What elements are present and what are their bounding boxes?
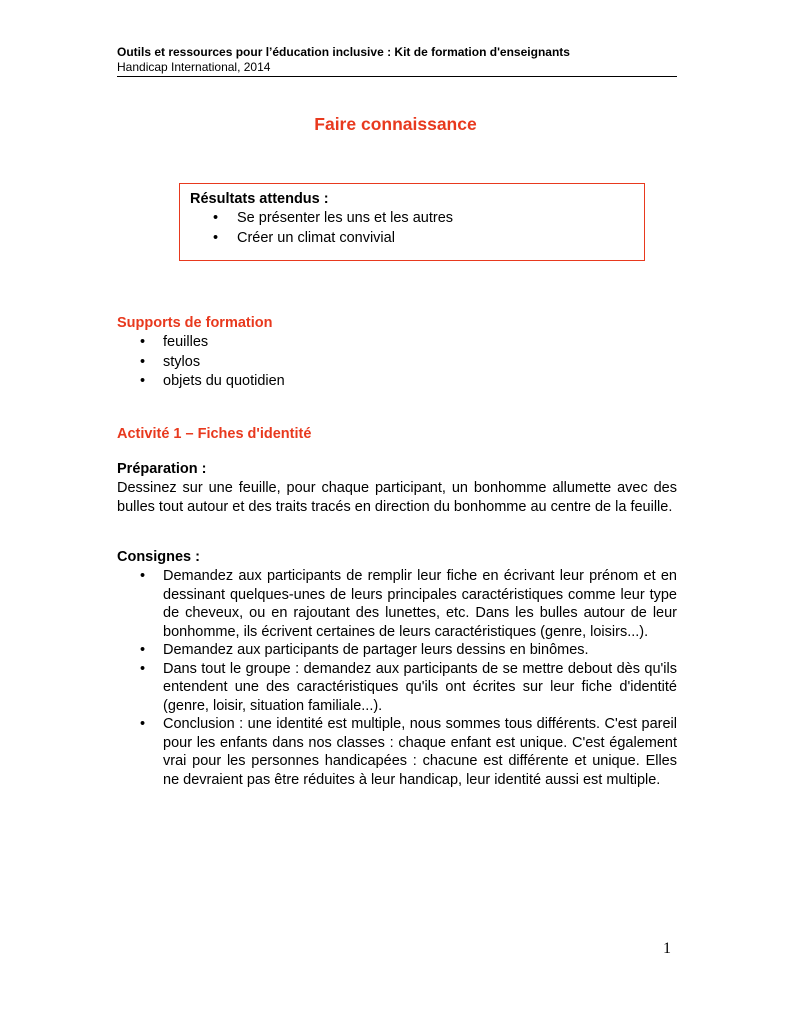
bullet-icon: •	[140, 716, 146, 732]
list-item	[117, 333, 677, 353]
list-item-text: Demandez aux participants de partager leurs dessins en binômes.	[163, 642, 589, 658]
activity-heading: Activité 1 – Fiches d'identité	[117, 426, 312, 442]
consignes-section	[117, 547, 677, 789]
supports-section	[117, 313, 677, 392]
expected-results-list	[190, 209, 644, 248]
bullet-icon: •	[140, 568, 146, 584]
bullet-icon: •	[213, 210, 219, 226]
bullet-icon: •	[140, 642, 146, 658]
list-item	[117, 660, 677, 716]
page-number: 1	[663, 940, 671, 957]
bullet-icon: •	[140, 353, 146, 370]
consignes-list	[117, 567, 677, 789]
supports-list	[117, 333, 677, 392]
expected-results-box	[179, 183, 645, 261]
supports-heading: Supports de formation	[117, 315, 273, 331]
preparation-text: Dessinez sur une feuille, pour chaque participant, un bonhomme allumette avec des bulles tout autour et des traits tracés en direction du bonhomme au centre de la feuille.	[117, 480, 677, 515]
consignes-heading: Consignes :	[117, 549, 200, 565]
expected-results-heading: Résultats attendus :	[190, 191, 329, 207]
list-item	[117, 567, 677, 641]
bullet-icon: •	[140, 334, 146, 350]
list-item-text: Se présenter les uns et les autres	[237, 210, 454, 226]
preparation-heading: Préparation :	[117, 461, 207, 477]
list-item-text: Demandez aux participants de remplir leur fiche en écrivant leur prénom et en dessinant quelques-unes de leurs principales caractéristiques comme leur type de cheveux, ou en rajoutant des lunettes, etc. Dans les bulles autour de leur bonhomme, ils écrivent certaines de leurs caractéristiques (genre, loisirs...).	[163, 568, 677, 640]
list-item	[117, 353, 677, 373]
list-item-text: feuilles	[163, 334, 209, 350]
list-item-text: Dans tout le groupe : demandez aux participants de se mettre debout dès qu'ils entendent une des caractéristiques qu'ils ont écrites sur leur fiche d'identité (genre, loisir, situation familiale...).	[163, 660, 677, 714]
header-subtitle: Handicap International, 2014	[117, 60, 271, 74]
bullet-icon: •	[140, 373, 146, 389]
header-title: Outils et ressources pour l’éducation inclusive : Kit de formation d'enseignants	[117, 45, 570, 59]
list-item-text: stylos	[163, 353, 201, 370]
preparation-section	[117, 459, 677, 516]
document-title: Faire connaissance	[314, 114, 477, 134]
list-item-text: Conclusion : une identité est multiple, nous sommes tous différents. C'est pareil pour les enfants dans nos classes : chaque enfant est unique. C'est également vrai pour les personnes handicapées : chacune est différente et unique. Elles ne devraient pas être réduites à leur handicap, leur identité aussi est multiple.	[163, 716, 677, 788]
list-item	[117, 372, 677, 392]
list-item	[117, 641, 677, 660]
list-item-text: Créer un climat convivial	[237, 229, 395, 246]
bullet-icon: •	[140, 660, 146, 677]
list-item-text: objets du quotidien	[163, 373, 285, 389]
list-item	[190, 229, 644, 249]
bullet-icon: •	[213, 229, 219, 246]
list-item	[117, 715, 677, 789]
list-item	[190, 209, 644, 229]
page-header	[117, 44, 677, 77]
activity-heading-block	[117, 424, 677, 444]
